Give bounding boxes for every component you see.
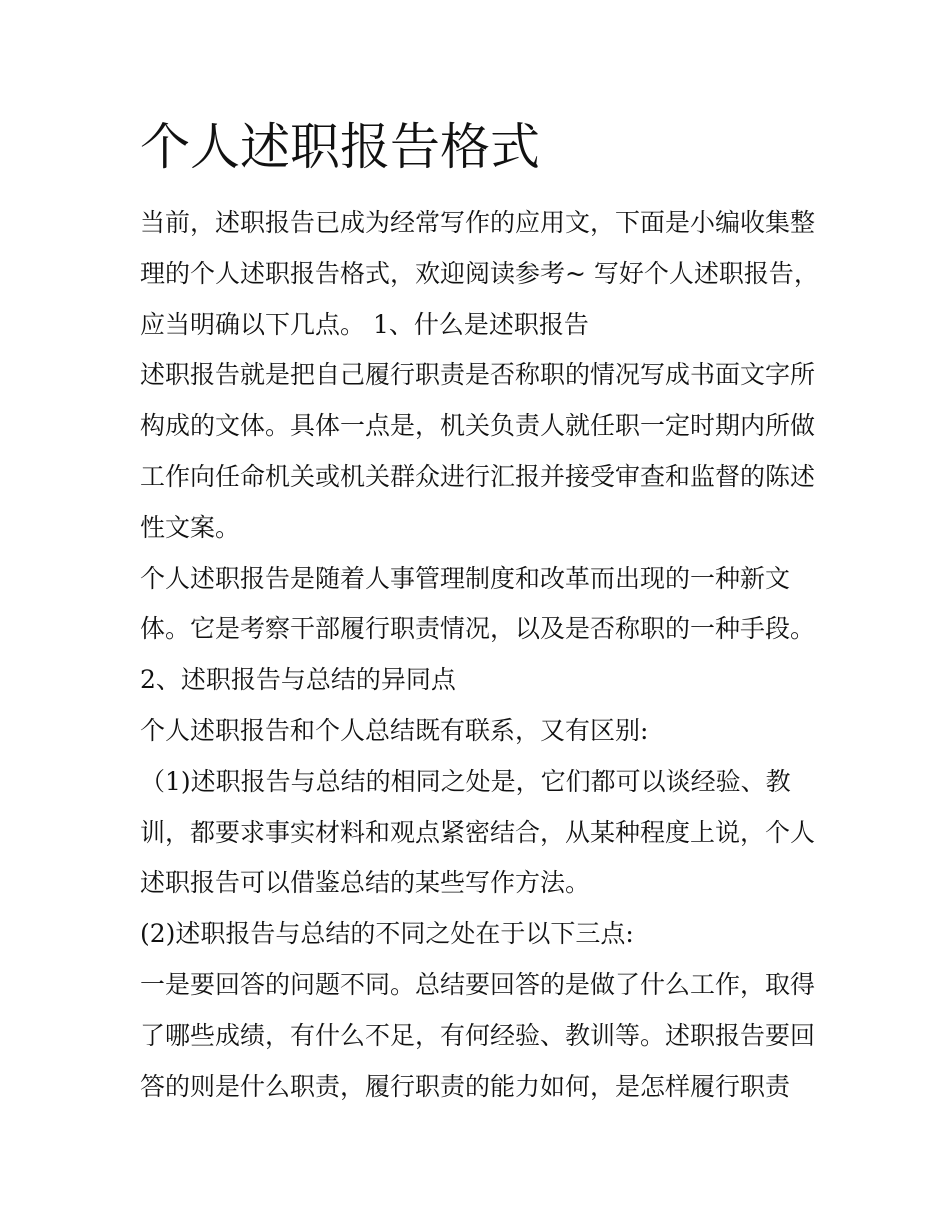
paragraph-line: 理的个人述职报告格式，欢迎阅读参考~ 写好个人述职报告，	[140, 258, 819, 288]
paragraph-line: 述职报告可以借鉴总结的某些写作方法。	[140, 868, 591, 898]
paragraph-line: 训，都要求事实材料和观点紧密结合，从某种程度上说，个人	[140, 817, 816, 847]
paragraph-line: 构成的文体。具体一点是，机关负责人就任职一定时期内所做	[140, 411, 816, 441]
paragraph-line: 了哪些成绩，有什么不足，有何经验、教训等。述职报告要回	[140, 1020, 816, 1050]
paragraph-line: 工作向任命机关或机关群众进行汇报并接受审查和监督的陈述	[140, 461, 816, 491]
paragraph-line: 个人述职报告和个人总结既有联系，又有区别:	[140, 715, 649, 745]
document-body	[140, 198, 830, 1112]
paragraph-line: 一是要回答的问题不同。总结要回答的是做了什么工作，取得	[140, 969, 816, 999]
paragraph-line: 体。它是考察干部履行职责情况，以及是否称职的一种手段。	[140, 614, 816, 644]
paragraph-line: 应当明确以下几点。 1、什么是述职报告	[140, 309, 589, 339]
paragraph-line: 性文案。	[140, 512, 241, 542]
paragraph-line: (2)述职报告与总结的不同之处在于以下三点:	[140, 919, 634, 949]
section-heading: 2、述职报告与总结的异同点	[140, 665, 456, 695]
paragraph-line: 当前，述职报告已成为经常写作的应用文，下面是小编收集整	[140, 208, 816, 237]
paragraph-line: 答的则是什么职责，履行职责的能力如何，是怎样履行职责	[140, 1071, 791, 1101]
document-title: 个人述职报告格式	[140, 118, 540, 176]
paragraph-line: 个人述职报告是随着人事管理制度和改革而出现的一种新文	[140, 563, 791, 593]
paragraph-line: 述职报告就是把自己履行职责是否称职的情况写成书面文字所	[140, 360, 816, 390]
paragraph-line: （1)述职报告与总结的相同之处是，它们都可以谈经验、教	[140, 766, 791, 796]
